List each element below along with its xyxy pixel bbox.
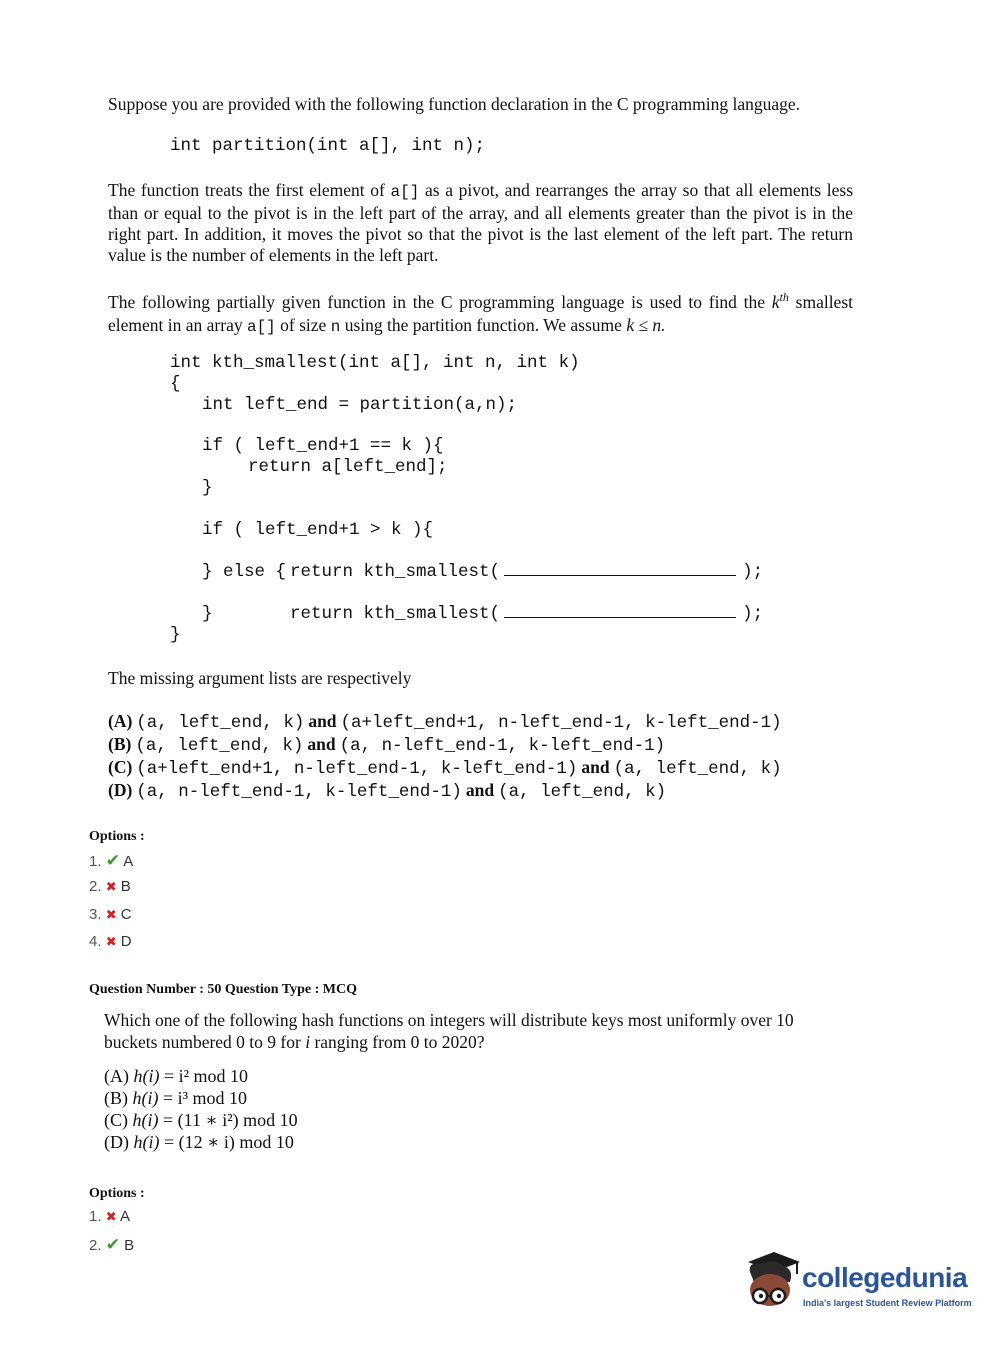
q50-choice-d — [104, 1131, 294, 1153]
choice-expr: (11 ∗ i²) mod 10 — [177, 1110, 298, 1130]
code-line-11: } — [202, 604, 213, 624]
choice-label: (B) — [108, 734, 132, 754]
collegedunia-logo — [740, 1248, 970, 1320]
option-letter: C — [120, 906, 132, 923]
option-letter: A — [119, 1208, 130, 1225]
q49-choice-b — [108, 734, 665, 756]
q50-option-1 — [89, 1208, 130, 1225]
blank-1 — [504, 561, 736, 576]
code-line-12: } — [170, 625, 181, 645]
option-num: 4. — [89, 933, 102, 950]
option-num: 2. — [89, 878, 102, 895]
q49-description — [108, 180, 853, 266]
q49-p2-d: using the partition function. We assume — [344, 314, 622, 335]
choice-left: (a+left_end+1, n-left_end-1, k-left_end-1) — [136, 759, 578, 779]
choice-lhs: h(i) — [133, 1066, 160, 1086]
code-line-10 — [248, 583, 763, 644]
q49-choice-a — [108, 711, 782, 733]
q50-text-i: i — [305, 1032, 311, 1052]
q49-declaration: int partition(int a[], int n); — [170, 136, 486, 156]
choice-label: (C) — [108, 757, 133, 777]
q50-text-a: Which one of the following hash functions on integers will distribute keys most uniformly over 10 buckets numbered 0 to 9 for — [104, 1010, 794, 1052]
q49-choice-c — [108, 757, 782, 779]
option-letter: B — [120, 878, 131, 895]
choice-eq: = — [163, 1088, 174, 1108]
q50-header: Question Number : 50 Question Type : MCQ — [89, 982, 357, 997]
check-icon: ✔ — [105, 1235, 120, 1254]
choice-left: (a, n-left_end-1, k-left_end-1) — [136, 782, 462, 802]
cross-icon: ✖ — [105, 879, 117, 894]
choice-lhs: h(i) — [132, 1088, 159, 1108]
q49-desc-part2: as a pivot, and rearranges the array so that all elements less than or equal to the pivot is in the left part of the array, and all elements greater than the pivot is in the right part. In addition, it moves the pivot so that the pivot is the last element of the left part. The return value is the number of elements in the left part. — [108, 180, 854, 265]
q49-intro: Suppose you are provided with the following function declaration in the C programming language. — [108, 94, 801, 114]
option-num: 2. — [89, 1237, 102, 1254]
choice-left: (a, left_end, k) — [136, 713, 305, 733]
q49-p2-b: smallest element in an array — [108, 291, 853, 335]
choice-right: (a, left_end, k) — [498, 782, 667, 802]
q49-choice-d — [108, 780, 666, 802]
code-line-8-end: ); — [742, 562, 764, 582]
q49-desc-array: a[] — [390, 183, 420, 201]
choice-right: (a+left_end+1, n-left_end-1, k-left_end-1) — [340, 713, 782, 733]
q49-options-label: Options : — [89, 829, 145, 844]
choice-expr: (12 ∗ i) mod 10 — [178, 1132, 294, 1152]
mascot-icon — [740, 1248, 802, 1318]
choice-label: (C) — [104, 1110, 128, 1130]
code-line-6: } — [202, 478, 213, 498]
choice-label: (D) — [104, 1132, 129, 1152]
check-icon: ✔ — [105, 851, 120, 870]
choice-and: and — [307, 734, 336, 754]
q49-option-2 — [89, 878, 131, 895]
logo-name: collegedunia — [802, 1262, 968, 1293]
code-line-8-text: return kth_smallest( — [290, 562, 501, 582]
q49-option-3 — [89, 906, 132, 923]
option-num: 1. — [89, 853, 102, 870]
choice-lhs: h(i) — [132, 1110, 159, 1130]
code-line-4: if ( left_end+1 == k ){ — [202, 436, 444, 456]
option-letter: B — [124, 1237, 135, 1254]
code-line-10-end: ); — [742, 604, 764, 624]
blank-2 — [504, 603, 736, 618]
q49-p2-c: of size — [280, 314, 327, 335]
choice-label: (D) — [108, 780, 133, 800]
choice-label: (B) — [104, 1088, 128, 1108]
option-letter: D — [120, 933, 132, 950]
q50-choice-b — [104, 1087, 247, 1109]
code-line-1: int kth_smallest(int a[], int n, int k) — [170, 353, 580, 373]
q49-option-4 — [89, 933, 132, 950]
q50-text — [104, 1009, 839, 1053]
q50-options-label: Options : — [89, 1186, 145, 1201]
q49-p2-k: k — [771, 291, 780, 312]
cross-icon: ✖ — [105, 934, 117, 949]
choice-expr: i² mod 10 — [178, 1066, 249, 1086]
code-line-7: if ( left_end+1 > k ){ — [202, 520, 434, 540]
choice-eq: = — [164, 1132, 175, 1152]
code-line-10-text: return kth_smallest( — [290, 604, 501, 624]
q49-p2-n: n — [330, 317, 341, 336]
choice-left: (a, left_end, k) — [135, 736, 304, 756]
logo-tagline: India's largest Student Review Platform — [803, 1298, 972, 1308]
choice-eq: = — [163, 1110, 174, 1130]
q49-p2-array: a[] — [246, 317, 276, 336]
code-line-9: } else { — [202, 562, 287, 582]
choice-right: (a, n-left_end-1, k-left_end-1) — [339, 736, 666, 756]
q49-desc-part1: The function treats the first element of — [108, 180, 385, 200]
choice-label: (A) — [108, 711, 133, 731]
q49-p2-th: th — [779, 290, 789, 304]
choice-right: (a, left_end, k) — [613, 759, 782, 779]
choice-eq: = — [164, 1066, 175, 1086]
cross-icon: ✖ — [105, 907, 117, 922]
q49-option-1 — [89, 851, 133, 871]
code-line-2: { — [170, 374, 181, 394]
q50-choice-c — [104, 1109, 298, 1131]
code-line-3: int left_end = partition(a,n); — [202, 395, 518, 415]
q49-p2-cond: k ≤ n. — [626, 314, 666, 335]
choice-label: (A) — [104, 1066, 129, 1086]
q50-text-b: ranging from 0 to 2020? — [314, 1032, 485, 1052]
cross-icon: ✖ — [105, 1209, 117, 1224]
choice-and: and — [308, 711, 337, 731]
option-num: 1. — [89, 1208, 102, 1225]
q50-option-2 — [89, 1235, 134, 1255]
q49-paragraph2 — [108, 286, 853, 339]
option-letter: A — [123, 853, 134, 870]
choice-and: and — [581, 757, 610, 777]
choice-lhs: h(i) — [133, 1132, 160, 1152]
q49-missing-text: The missing argument lists are respectively — [108, 668, 412, 688]
option-num: 3. — [89, 906, 102, 923]
q50-choice-a — [104, 1065, 248, 1087]
code-line-5: return a[left_end]; — [248, 457, 448, 477]
q49-p2-a: The following partially given function in the C programming language is used to find the — [108, 291, 766, 312]
choice-expr: i³ mod 10 — [177, 1088, 248, 1108]
choice-and: and — [465, 780, 495, 800]
